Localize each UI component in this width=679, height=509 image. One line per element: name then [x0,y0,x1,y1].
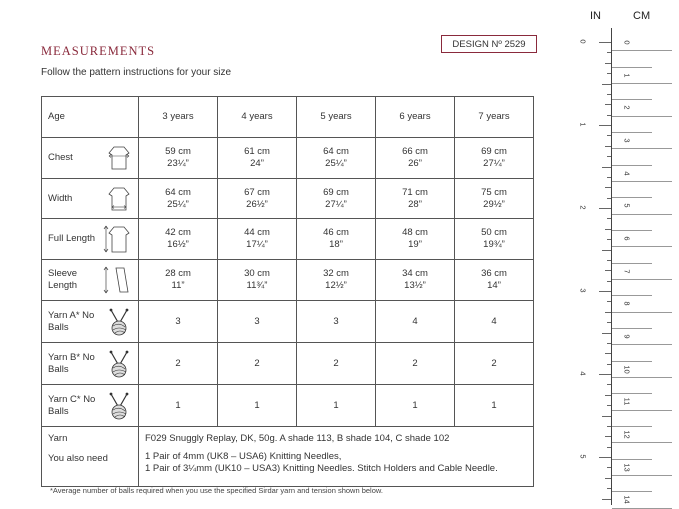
inch-number: 1 [578,122,588,127]
cell-inch-value: 17¼” [246,239,268,250]
cm-number: 6 [622,236,632,241]
inch-tick [599,457,611,458]
needs-line: 1 Pair of 3¼mm (UK10 – USA3) Knitting Needles. Stitch Holders and Cable Needle. [145,462,498,474]
measurement-cell [376,138,455,179]
measurement-cell [376,219,455,260]
inch-tick [607,73,611,74]
footnote: *Average number of balls required when you use the specified Sirdar yarn and tension shown below. [50,486,383,495]
cell-inch-value: 25¼” [325,158,347,169]
cell-primary-value: 4 [412,315,418,327]
measurement-cell [139,301,218,343]
measurement-cell [376,301,455,343]
cm-tick [612,165,652,166]
inch-tick [605,270,611,271]
header-size: 4 years [218,97,297,138]
cell-primary-value: 1 [412,399,418,411]
inch-tick [602,167,611,168]
inch-tick [607,94,611,95]
cell-primary-value: 1 [254,399,260,411]
cm-tick [612,377,672,378]
cell-primary-value: 2 [175,357,181,369]
table-row [42,301,534,343]
cell-primary-value: 2 [333,357,339,369]
yarn-row [42,427,534,451]
section-title: MEASUREMENTS [41,44,156,58]
yarn-value: F029 Snuggly Replay, DK, 50g. A shade 113, B shade 104, C shade 102 [139,427,534,451]
measurement-cell [297,301,376,343]
cm-number: 5 [622,203,632,208]
measurement-cell [297,260,376,301]
inch-number: 0 [578,39,588,44]
cm-tick [612,508,672,509]
table-header-row [42,97,534,138]
cell-inch-value: 12½” [325,280,347,291]
table-row [42,343,534,385]
measurement-cell [218,260,297,301]
inch-tick [607,447,611,448]
measurement-cell [455,260,534,301]
inch-tick [605,104,611,105]
inch-tick [605,187,611,188]
inch-tick [599,208,611,209]
header-size: 6 years [376,97,455,138]
cell-primary-value: 69 cm [323,186,349,198]
cell-primary-value: 4 [491,315,497,327]
row-label: Yarn C* No Balls [42,385,139,427]
cell-primary-value: 3 [333,315,339,327]
cm-tick [612,491,652,492]
cm-tick [612,50,672,51]
cm-tick [612,312,672,313]
inch-tick [607,301,611,302]
inch-tick [605,395,611,396]
measurement-cell [455,219,534,260]
cell-primary-value: 66 cm [402,146,428,157]
ruler-cm-label: CM [633,10,651,22]
cell-primary-value: 2 [491,357,497,369]
cell-primary-value: 3 [254,315,260,327]
inch-tick [605,353,611,354]
measurement-cell [218,179,297,219]
cell-primary-value: 44 cm [244,227,270,238]
cell-primary-value: 50 cm [481,227,507,238]
row-label: Sleeve Length [42,260,139,301]
table-row [42,385,534,427]
cell-primary-value: 59 cm [165,146,191,157]
table-row [42,179,534,219]
cm-number: 3 [622,138,632,143]
cm-tick [612,475,672,476]
cm-number: 13 [622,463,632,472]
cm-tick [612,230,652,231]
inch-tick [605,146,611,147]
measurement-cell [297,343,376,385]
inch-tick [602,250,611,251]
row-label: Chest [42,138,139,179]
cell-primary-value: 71 cm [402,186,428,198]
measurement-cell [139,385,218,427]
inch-tick [602,499,611,500]
measurement-cell [218,301,297,343]
inch-tick [607,467,611,468]
header-size: 5 years [297,97,376,138]
cm-number: 2 [622,105,632,110]
inch-tick [607,488,611,489]
inch-tick [607,156,611,157]
inch-tick [607,52,611,53]
cell-primary-value: 1 [175,399,181,411]
cm-tick [612,361,652,362]
cm-tick [612,246,672,247]
cm-tick [612,459,652,460]
needs-value [139,451,534,487]
cell-primary-value: 2 [412,357,418,369]
cm-tick [612,442,672,443]
row-label: Full Length [42,219,139,260]
inch-tick [607,426,611,427]
cm-tick [612,214,672,215]
cell-primary-value: 2 [254,357,260,369]
needs-row [42,451,534,487]
cell-inch-value: 29½” [483,198,505,210]
needs-line: 1 Pair of 4mm (UK8 – USA6) Knitting Needles, [145,450,342,462]
cm-tick [612,132,652,133]
measurement-cell [139,343,218,385]
cell-primary-value: 28 cm [165,268,191,279]
inch-tick [607,115,611,116]
measurement-cell [297,179,376,219]
cell-primary-value: 34 cm [402,268,428,279]
inch-tick [602,416,611,417]
cm-tick [612,148,672,149]
inch-tick [605,312,611,313]
cm-number: 8 [622,301,632,306]
row-label: Width [42,179,139,219]
cell-primary-value: 30 cm [244,268,270,279]
inch-tick [607,218,611,219]
measurement-cell [376,385,455,427]
measurement-cell [139,179,218,219]
measurement-cell [139,138,218,179]
cell-primary-value: 48 cm [402,227,428,238]
cm-tick [612,344,672,345]
inch-tick [607,281,611,282]
inch-tick [605,436,611,437]
cell-primary-value: 64 cm [323,146,349,157]
cell-inch-value: 18” [329,239,343,250]
cm-tick [612,263,652,264]
cell-inch-value: 11” [171,280,185,291]
inch-tick [607,135,611,136]
inch-number: 3 [578,288,588,293]
measurement-cell [139,219,218,260]
cell-primary-value: 36 cm [481,268,507,279]
cell-primary-value: 42 cm [165,227,191,238]
cell-primary-value: 3 [175,315,181,327]
cm-number: 14 [622,495,632,505]
cell-inch-value: 26” [408,158,422,169]
inch-tick [605,478,611,479]
inch-tick [607,364,611,365]
cm-tick [612,197,652,198]
inch-tick [602,333,611,334]
measurement-cell [376,179,455,219]
cm-number: 1 [622,73,632,78]
cell-primary-value: 1 [333,399,339,411]
cell-inch-value: 28” [408,198,422,210]
cm-tick [612,328,652,329]
cell-inch-value: 13½” [404,280,426,291]
cell-primary-value: 32 cm [323,268,349,279]
cm-number: 0 [622,40,632,45]
inch-tick [607,322,611,323]
cm-tick [612,67,652,68]
measurement-cell [455,301,534,343]
inch-number: 4 [578,371,588,376]
inch-tick [602,84,611,85]
inch-tick [599,374,611,375]
measurement-cell [455,179,534,219]
inch-number: 5 [578,454,588,459]
cm-tick [612,426,652,427]
cell-inch-value: 14” [487,280,501,291]
measurement-cell [139,260,218,301]
cell-inch-value: 24” [250,158,264,169]
cell-inch-value: 19¾” [483,239,505,250]
needs-label: You also need [42,451,139,487]
ruler-inch-label: IN [590,10,601,22]
measurement-cell [218,343,297,385]
cm-tick [612,116,672,117]
measurement-cell [297,219,376,260]
measurement-cell [218,385,297,427]
cm-tick [612,181,672,182]
section-subtitle: Follow the pattern instructions for your size [41,67,232,78]
cm-number: 9 [622,334,632,339]
cm-number: 7 [622,269,632,274]
row-label: Yarn B* No Balls [42,343,139,385]
measurement-cell [455,138,534,179]
cell-primary-value: 61 cm [244,146,270,157]
cell-primary-value: 1 [491,399,497,411]
cell-inch-value: 19” [408,239,422,250]
cm-number: 10 [622,365,632,374]
cell-primary-value: 69 cm [481,146,507,157]
inch-tick [599,125,611,126]
cell-inch-value: 11¾” [246,280,268,291]
inch-tick [607,177,611,178]
table-row [42,219,534,260]
measurement-cell [297,385,376,427]
inch-number: 2 [578,205,588,210]
cm-number: 4 [622,171,632,176]
measurement-cell [376,343,455,385]
header-age: Age [42,97,139,138]
cell-primary-value: 64 cm [165,186,191,198]
cm-tick [612,279,672,280]
measurement-cell [218,219,297,260]
measurement-cell [376,260,455,301]
cm-number: 11 [622,398,632,406]
header-size: 3 years [139,97,218,138]
cm-tick [612,393,652,394]
cell-primary-value: 75 cm [481,186,507,198]
inch-tick [607,239,611,240]
cm-tick [612,83,672,84]
table-row [42,260,534,301]
inch-tick [599,291,611,292]
cm-tick [612,99,652,100]
measurement-cell [297,138,376,179]
row-label: Yarn A* No Balls [42,301,139,343]
measurement-cell [455,385,534,427]
cell-inch-value: 27¼” [483,158,505,169]
inch-tick [607,198,611,199]
cm-number: 12 [622,430,632,439]
inch-tick [605,63,611,64]
measurements-table [41,96,534,487]
inch-tick [607,405,611,406]
cell-inch-value: 26½” [246,198,268,210]
design-number-box: DESIGN Nº 2529 [441,35,537,53]
inch-tick [605,229,611,230]
cell-primary-value: 46 cm [323,227,349,238]
yarn-label: Yarn [42,427,139,451]
measurement-cell [218,138,297,179]
cell-inch-value: 16½” [167,239,189,250]
table-row [42,138,534,179]
cell-primary-value: 67 cm [244,186,270,198]
cell-inch-value: 27¼” [325,198,347,210]
cell-inch-value: 25¼” [167,198,189,210]
cell-inch-value: 23¼” [167,158,189,169]
inch-tick [607,260,611,261]
inch-tick [607,384,611,385]
cm-tick [612,410,672,411]
inch-tick [607,343,611,344]
inch-tick [599,42,611,43]
measurement-cell [455,343,534,385]
header-size: 7 years [455,97,534,138]
cm-tick [612,295,652,296]
